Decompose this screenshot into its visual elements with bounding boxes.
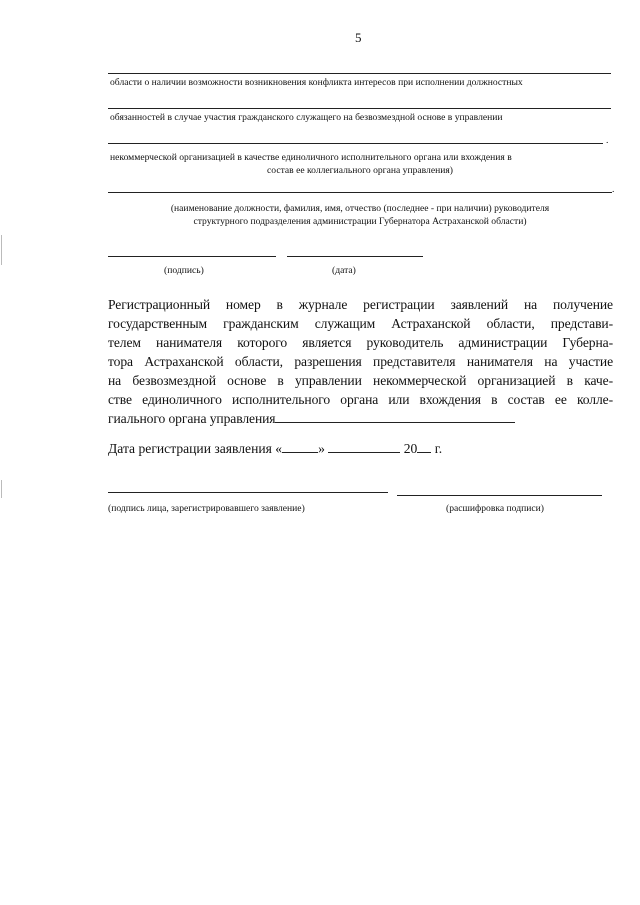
registration-line-5: на безвозмездной основе в управлении некоммерческой организацией в каче- <box>108 373 613 388</box>
registrar-signature-line <box>108 492 388 493</box>
statement-line-1: области о наличии возможности возникновения конфликта интересов при исполнении должностных <box>110 77 523 88</box>
signature-line <box>108 256 276 257</box>
scan-margin-mark-2 <box>1 480 2 498</box>
year-field <box>417 439 431 453</box>
position-note-line-2: структурного подразделения администрации Губернатора Астраханской области) <box>193 216 527 227</box>
position-note-line-1: (наименование должности, фамилия, имя, отчество (последнее - при наличии) руководителя <box>170 203 550 214</box>
registration-line-3: телем нанимателя которого является руководитель администрации Губерна- <box>108 335 613 350</box>
registration-date-line <box>108 439 442 458</box>
statement-line-3a: некоммерческой организацией в качестве единоличного исполнительного органа или вхождения в <box>110 152 512 163</box>
fill-line-4 <box>108 192 612 193</box>
registrar-label: (подпись лица, зарегистрировавшего заявление) <box>108 503 305 514</box>
line-4-trailing-dot: . <box>612 184 615 195</box>
scan-margin-mark-1 <box>1 235 2 265</box>
date-quote-close: » <box>318 441 325 456</box>
fill-line-2 <box>108 108 611 109</box>
line-3-trailing-dot: . <box>606 135 609 146</box>
day-field <box>282 439 318 453</box>
registration-line-1: Регистрационный номер в журнале регистрации заявлений на получение <box>108 297 613 312</box>
year-prefix: 20 <box>403 441 418 456</box>
statement-line-3b: состав ее коллегиального органа управления) <box>267 165 453 176</box>
fill-line-3 <box>108 143 603 144</box>
statement-line-2: обязанностей в случае участия гражданского служащего на безвозмездной основе в управлении <box>110 112 503 123</box>
decoding-label: (расшифровка подписи) <box>446 503 544 514</box>
registration-number-field <box>275 409 515 423</box>
date-label: (дата) <box>332 265 356 276</box>
decoding-line <box>397 495 602 496</box>
registration-line-7 <box>108 409 613 428</box>
fill-line-1 <box>108 73 611 74</box>
registration-last-text: гиального органа управления <box>108 411 276 426</box>
year-suffix: г. <box>434 441 443 456</box>
signature-label: (подпись) <box>164 265 204 276</box>
date-line <box>287 256 423 257</box>
registration-paragraph <box>108 295 613 428</box>
month-field <box>328 439 400 453</box>
date-prefix: Дата регистрации заявления « <box>108 441 283 456</box>
registration-line-2: государственным гражданским служащим Астраханской области, представи- <box>108 316 613 331</box>
registration-line-4: тора Астраханской области, разрешения представителя нанимателя на участие <box>108 354 613 369</box>
page-number: 5 <box>355 30 362 45</box>
registration-line-6: стве единоличного исполнительного органа или вхождения в состав ее колле- <box>108 392 613 407</box>
